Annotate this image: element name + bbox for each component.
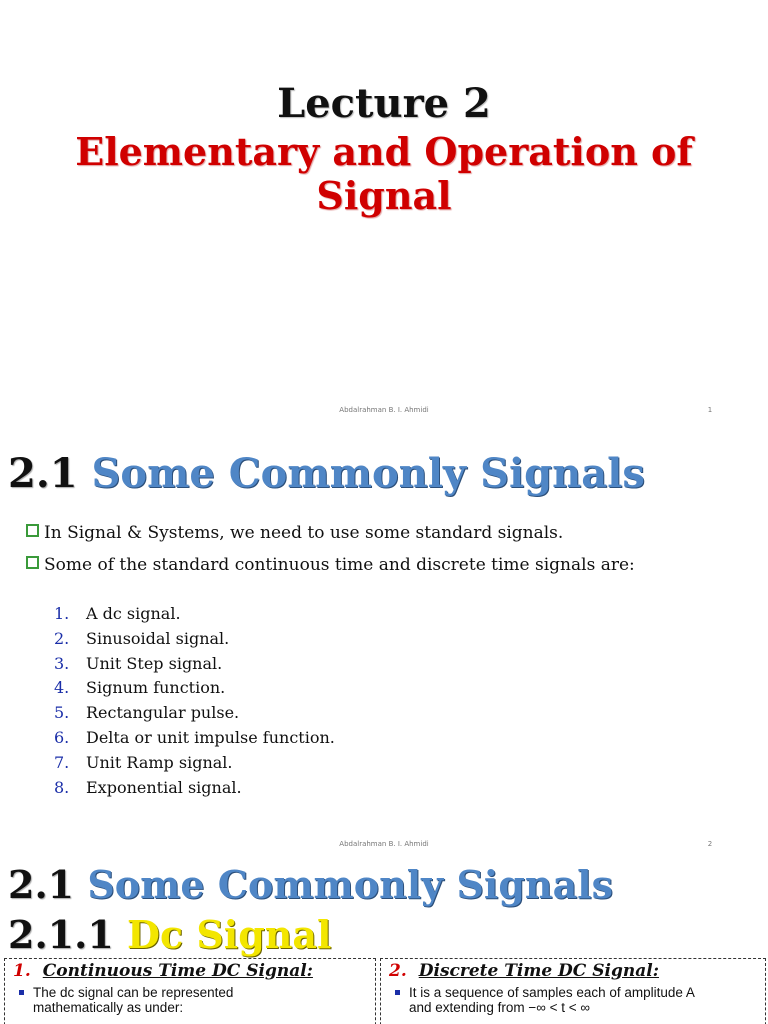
- list-text: Signum function.: [86, 678, 226, 698]
- bullet-signal-types: [26, 554, 726, 576]
- body-line: The dc signal can be represented: [33, 985, 234, 1000]
- subsection-title: Dc Signal: [127, 912, 332, 957]
- slide-1: [0, 0, 768, 430]
- bullet-row: [33, 985, 369, 1000]
- list-text: Rectangular pulse.: [86, 703, 240, 723]
- section-title: Some Commonly Signals: [87, 862, 614, 907]
- list-number: 7.: [54, 752, 70, 772]
- page-number: 1: [707, 406, 713, 414]
- section-heading: [8, 862, 613, 907]
- list-item: [54, 751, 335, 776]
- footer-author: Abdalrahman B. I. Ahmidi: [339, 840, 429, 848]
- list-item: [54, 652, 335, 677]
- body-line: mathematically as under:: [33, 1000, 184, 1015]
- slide-3: [0, 862, 768, 1024]
- list-text: Unit Ramp signal.: [86, 752, 233, 772]
- box-heading: Continuous Time DC Signal:: [42, 961, 313, 981]
- checkbox-bullet-icon: [26, 524, 39, 537]
- section-title: Some Commonly Signals: [91, 450, 645, 497]
- list-item: [54, 602, 335, 627]
- list-number: 4.: [54, 678, 70, 698]
- list-number: 1.: [54, 604, 70, 623]
- bullet-standard-signals: [26, 522, 726, 544]
- box-heading: Discrete Time DC Signal:: [418, 961, 659, 981]
- box-title: [13, 961, 313, 981]
- square-bullet-icon: [19, 990, 24, 995]
- box-number: 2.: [389, 961, 407, 981]
- list-item: [54, 776, 335, 801]
- signal-list: [54, 602, 335, 800]
- list-number: 6.: [54, 727, 70, 747]
- list-item: [54, 627, 335, 652]
- page-number: 2: [707, 840, 713, 848]
- body-row: [33, 1000, 369, 1015]
- box-body: [33, 985, 369, 1015]
- body-line: and extending from −∞ < t < ∞: [409, 1000, 590, 1015]
- subsection-number: 2.1.1: [8, 912, 114, 957]
- subsection-heading: [8, 912, 331, 957]
- list-text: Sinusoidal signal.: [86, 628, 230, 648]
- section-number: 2.1: [8, 450, 78, 497]
- list-text: Delta or unit impulse function.: [86, 727, 335, 747]
- list-text: A dc signal.: [86, 604, 181, 623]
- footer-author: Abdalrahman B. I. Ahmidi: [339, 406, 429, 414]
- section-heading: [8, 450, 645, 497]
- box-number: 1.: [13, 961, 31, 981]
- continuous-dc-box: [4, 958, 376, 1024]
- list-item: [54, 726, 335, 751]
- lecture-subtitle: Elementary and Operation of Signal: [75, 129, 693, 218]
- list-number: 8.: [54, 777, 70, 797]
- bullet-row: [409, 985, 759, 1000]
- list-text: Exponential signal.: [86, 777, 242, 797]
- bullet-text: Some of the standard continuous time and discrete time signals are:: [44, 555, 635, 575]
- slide-2: [0, 430, 768, 862]
- box-title: [389, 961, 659, 981]
- list-item: [54, 676, 335, 701]
- list-item: [54, 701, 335, 726]
- body-row: [409, 1000, 759, 1015]
- checkbox-bullet-icon: [26, 556, 39, 569]
- list-number: 2.: [54, 628, 70, 648]
- list-text: Unit Step signal.: [86, 653, 223, 673]
- discrete-dc-box: [380, 958, 766, 1024]
- list-number: 5.: [54, 703, 70, 723]
- list-number: 3.: [54, 653, 70, 673]
- section-number: 2.1: [8, 862, 75, 907]
- lecture-title: Lecture 2: [277, 80, 491, 127]
- bullet-text: In Signal & Systems, we need to use some standard signals.: [44, 523, 564, 543]
- body-line: It is a sequence of samples each of amplitude A: [409, 985, 695, 1000]
- square-bullet-icon: [395, 990, 400, 995]
- box-body: [409, 985, 759, 1015]
